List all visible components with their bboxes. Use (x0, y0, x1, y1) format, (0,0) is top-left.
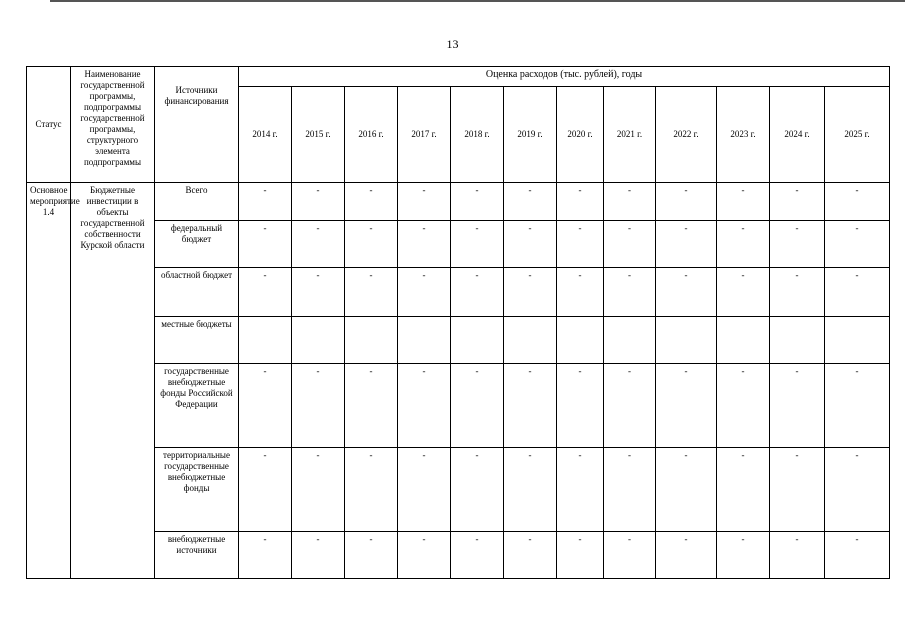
header-year: 2019 г. (504, 87, 557, 183)
funding-source-cell: территориальные государственные внебюджетные фонды (155, 448, 239, 532)
value-cell: - (398, 532, 451, 579)
value-cell: - (557, 532, 604, 579)
header-expense-estimate: Оценка расходов (тыс. рублей), годы (239, 67, 890, 87)
value-cell: - (604, 183, 656, 221)
value-cell: - (656, 268, 717, 317)
value-cell: - (604, 364, 656, 448)
table-row (27, 448, 890, 532)
value-cell: - (398, 221, 451, 268)
header-year: 2014 г. (239, 87, 292, 183)
value-cell: - (239, 183, 292, 221)
value-cell: - (504, 364, 557, 448)
header-year: 2023 г. (717, 87, 770, 183)
value-cell (770, 317, 825, 364)
funding-source-cell: Всего (155, 183, 239, 221)
value-cell: - (451, 364, 504, 448)
value-cell: - (825, 268, 890, 317)
value-cell (717, 317, 770, 364)
value-cell: - (345, 532, 398, 579)
value-cell: - (656, 183, 717, 221)
value-cell (398, 317, 451, 364)
value-cell: - (239, 532, 292, 579)
header-status: Статус (27, 67, 71, 183)
page-top-border (50, 0, 905, 2)
header-year: 2022 г. (656, 87, 717, 183)
value-cell: - (451, 268, 504, 317)
value-cell: - (504, 183, 557, 221)
funding-source-cell: областной бюджет (155, 268, 239, 317)
value-cell: - (717, 364, 770, 448)
value-cell: - (451, 532, 504, 579)
header-row (27, 67, 890, 87)
value-cell: - (717, 532, 770, 579)
value-cell: - (345, 183, 398, 221)
value-cell: - (292, 532, 345, 579)
value-cell: - (825, 364, 890, 448)
funding-source-cell: местные бюджеты (155, 317, 239, 364)
value-cell: - (345, 221, 398, 268)
value-cell: - (345, 364, 398, 448)
value-cell: - (239, 448, 292, 532)
funding-source-cell: внебюджетные источники (155, 532, 239, 579)
value-cell: - (504, 532, 557, 579)
value-cell: - (398, 183, 451, 221)
value-cell: - (239, 364, 292, 448)
value-cell: - (604, 532, 656, 579)
table-row (27, 183, 890, 221)
value-cell: - (557, 448, 604, 532)
value-cell (239, 317, 292, 364)
header-year: 2017 г. (398, 87, 451, 183)
funding-source-cell: государственные внебюджетные фонды Российской Федерации (155, 364, 239, 448)
value-cell: - (825, 532, 890, 579)
table-row (27, 364, 890, 448)
value-cell: - (825, 221, 890, 268)
header-year: 2024 г. (770, 87, 825, 183)
table-body (27, 183, 890, 579)
value-cell: - (451, 448, 504, 532)
value-cell: - (239, 268, 292, 317)
value-cell (825, 317, 890, 364)
table-row (27, 317, 890, 364)
value-cell: - (656, 364, 717, 448)
value-cell: - (656, 448, 717, 532)
value-cell: - (770, 532, 825, 579)
value-cell: - (656, 221, 717, 268)
value-cell: - (451, 183, 504, 221)
value-cell: - (504, 221, 557, 268)
value-cell: - (825, 448, 890, 532)
value-cell: - (770, 221, 825, 268)
value-cell: - (345, 448, 398, 532)
value-cell: - (770, 448, 825, 532)
table-row (27, 268, 890, 317)
value-cell: - (292, 364, 345, 448)
value-cell: - (398, 448, 451, 532)
value-cell (604, 317, 656, 364)
value-cell: - (345, 268, 398, 317)
value-cell: - (604, 221, 656, 268)
value-cell: - (770, 364, 825, 448)
header-year: 2016 г. (345, 87, 398, 183)
header-year: 2018 г. (451, 87, 504, 183)
value-cell: - (717, 221, 770, 268)
value-cell: - (292, 183, 345, 221)
value-cell: - (504, 268, 557, 317)
value-cell: - (292, 221, 345, 268)
value-cell: - (656, 532, 717, 579)
header-funding-sources: Источники финансирования (155, 67, 239, 183)
funding-source-cell: федеральный бюджет (155, 221, 239, 268)
value-cell: - (398, 268, 451, 317)
value-cell: - (557, 268, 604, 317)
value-cell: - (292, 268, 345, 317)
value-cell: - (239, 221, 292, 268)
value-cell: - (825, 183, 890, 221)
value-cell: - (770, 183, 825, 221)
value-cell: - (557, 221, 604, 268)
value-cell: - (557, 183, 604, 221)
header-year: 2025 г. (825, 87, 890, 183)
value-cell: - (717, 183, 770, 221)
value-cell: - (604, 448, 656, 532)
value-cell: - (717, 448, 770, 532)
page-number: 13 (446, 37, 459, 51)
value-cell: - (557, 364, 604, 448)
header-program-name: Наименование государственной программы, подпрограммы государственной программы, структурного элемента подпрограммы (71, 67, 155, 183)
value-cell (345, 317, 398, 364)
header-year: 2015 г. (292, 87, 345, 183)
value-cell: - (292, 448, 345, 532)
value-cell (451, 317, 504, 364)
table-row (27, 532, 890, 579)
value-cell (656, 317, 717, 364)
value-cell: - (398, 364, 451, 448)
program-name-cell: Бюджетные инвестиции в объекты государственной собственности Курской области (71, 183, 155, 579)
status-cell: Основное мероприятие 1.4 (27, 183, 71, 579)
value-cell: - (504, 448, 557, 532)
header-year: 2021 г. (604, 87, 656, 183)
budget-table (26, 66, 890, 579)
value-cell (292, 317, 345, 364)
value-cell: - (451, 221, 504, 268)
header-year: 2020 г. (557, 87, 604, 183)
value-cell (504, 317, 557, 364)
value-cell: - (717, 268, 770, 317)
value-cell (557, 317, 604, 364)
value-cell: - (770, 268, 825, 317)
value-cell: - (604, 268, 656, 317)
table-row (27, 221, 890, 268)
